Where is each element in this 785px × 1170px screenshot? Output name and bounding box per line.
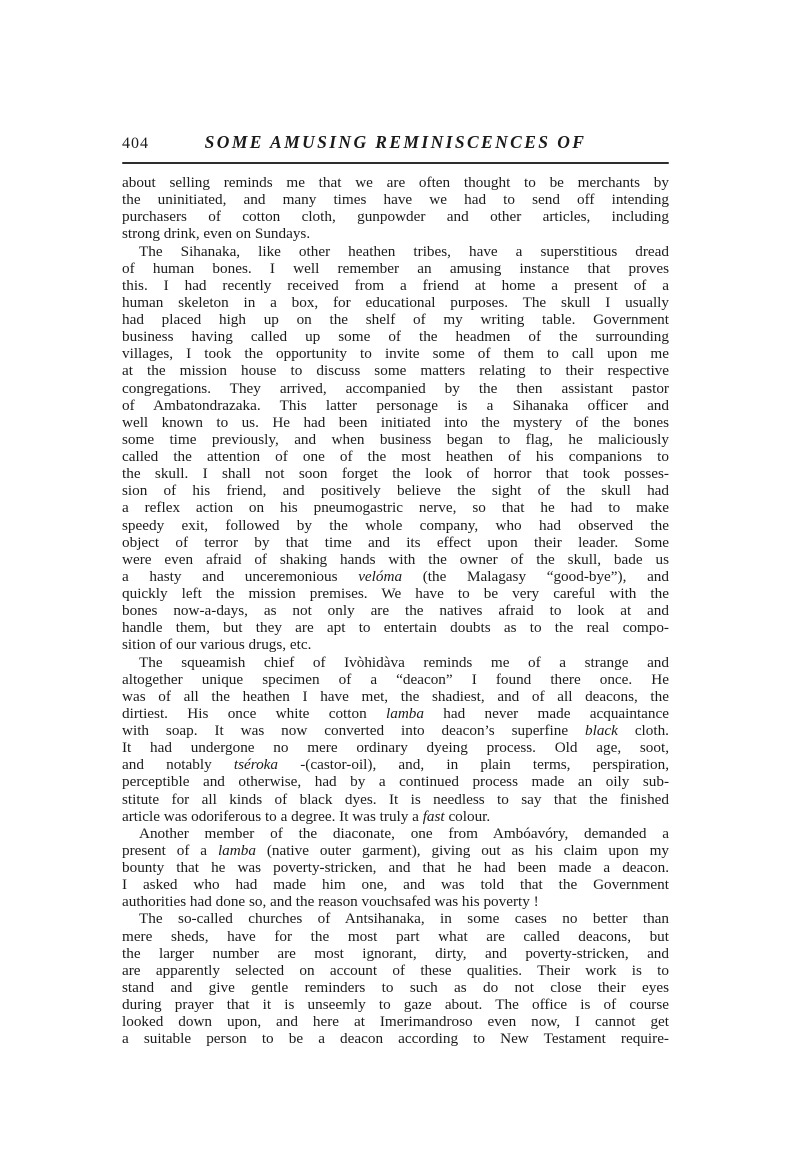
page-header <box>122 132 669 156</box>
text-line: was of all the heathen I have met, the shadiest, and of all deacons, the <box>122 687 669 705</box>
text-line: a reflex action on his pneumogastric nerve, so that he had to make <box>122 499 669 517</box>
text-line: strong drink, even on Sundays. <box>122 225 311 243</box>
text-line: present of a lamba (native outer garment), giving out as his claim upon my <box>122 841 669 859</box>
text-line: called the attention of one of the most heathen of his companions to <box>122 448 669 465</box>
text-line: of Ambatondrazaka. This latter personage is a Sihanaka officer and <box>122 396 669 414</box>
text-line: of human bones. I well remember an amusing instance that proves <box>122 259 669 277</box>
text-line: perceptible and otherwise, had by a continued process made an oily sub- <box>122 773 669 791</box>
page-number: 404 <box>122 135 149 152</box>
text-line: had placed high up on the shelf of my writing table. Government <box>122 311 669 328</box>
text-line: dirtiest. His once white cotton lamba had never made acquaintance <box>122 704 670 722</box>
text-line: object of terror by that time and its effect upon their leader. Some <box>122 533 669 551</box>
text-line: sion of his friend, and positively believe the sight of the skull had <box>122 482 669 500</box>
text-line: looked down upon, and here at Imerimandroso even now, I cannot get <box>122 1013 669 1031</box>
text-line: well known to us. He had been initiated into the mystery of the bones <box>122 413 669 431</box>
text-line: some time previously, and when business began to flag, he maliciously <box>122 430 669 448</box>
text-line: during prayer that it is unseemly to gaze about. The office is of course <box>122 996 669 1013</box>
text-line: villages, I took the opportunity to invite some of them to call upon me <box>122 345 669 363</box>
text-line: handle them, but they are apt to entertain doubts as to the real compo- <box>122 619 669 637</box>
text-line: are apparently selected on account of these qualities. Their work is to <box>122 961 669 979</box>
text-line: human skeleton in a box, for educational purposes. The skull I usually <box>122 293 669 311</box>
text-line: were even afraid of shaking hands with the owner of the skull, bade us <box>122 550 669 568</box>
text-line: bounty that he was poverty-stricken, and that he had been made a deacon. <box>122 859 669 876</box>
text-block <box>122 132 669 1047</box>
page-body <box>122 174 669 1047</box>
text-line: business having called up some of the headmen of the surrounding <box>122 328 669 346</box>
text-line: The so-called churches of Antsihanaka, in some cases no better than <box>139 910 669 928</box>
text-line: mere sheds, have for the most part what are called deacons, but <box>122 927 669 945</box>
text-line: altogether unique specimen of a “deacon” I found there once. He <box>122 670 669 688</box>
text-line: I asked who had made him one, and was told that the Government <box>122 876 669 894</box>
text-line: article was odoriferous to a degree. It was truly a fast colour. <box>122 807 491 825</box>
text-line: about selling reminds me that we are often thought to be merchants by <box>122 174 669 191</box>
header-rule <box>122 162 669 164</box>
text-line: stitute for all kinds of black dyes. It is needless to say that the finished <box>122 790 669 808</box>
text-line: authorities had done so, and the reason vouchsafed was his poverty ! <box>122 893 539 911</box>
text-line: and notably tséroka -(castor-oil), and, in plain terms, perspiration, <box>122 756 669 774</box>
text-line: speedy exit, followed by the whole company, who had observed the <box>122 516 669 534</box>
text-line: The squeamish chief of Ivòhidàva reminds me of a strange and <box>139 653 669 671</box>
running-title: SOME AMUSING REMINISCENCES OF <box>204 132 587 152</box>
text-line: bones now-a-days, as not only are the natives afraid to look at and <box>122 602 669 620</box>
text-line: with soap. It was now converted into deacon’s superfine black cloth. <box>122 722 669 739</box>
text-line: The Sihanaka, like other heathen tribes, have a superstitious dread <box>139 242 669 260</box>
text-line: the larger number are most ignorant, dirty, and poverty-stricken, and <box>122 944 669 962</box>
text-line: this. I had recently received from a friend at home a present of a <box>122 276 669 294</box>
text-line: a hasty and unceremonious velóma (the Malagasy “good-bye”), and <box>122 567 669 585</box>
text-line: It had undergone no mere ordinary dyeing process. Old age, soot, <box>122 739 669 757</box>
text-line: congregations. They arrived, accompanied by the then assistant pastor <box>122 379 669 397</box>
text-line: purchasers of cotton cloth, gunpowder and other articles, including <box>122 208 669 226</box>
text-line: the skull. I shall not soon forget the look of horror that took posses- <box>122 465 669 483</box>
text-line: at the mission house to discuss some matters relating to their respective <box>122 362 669 380</box>
text-line: Another member of the diaconate, one from Ambóavóry, demanded a <box>139 824 669 842</box>
text-line: the uninitiated, and many times have we had to send off intending <box>122 191 669 209</box>
text-line: quickly left the mission premises. We have to be very careful with the <box>122 585 669 602</box>
text-line: sition of our various drugs, etc. <box>122 636 312 654</box>
text-line: a suitable person to be a deacon according to New Testament require- <box>122 1030 669 1048</box>
text-line: stand and give gentle reminders to such as do not close their eyes <box>122 978 669 996</box>
